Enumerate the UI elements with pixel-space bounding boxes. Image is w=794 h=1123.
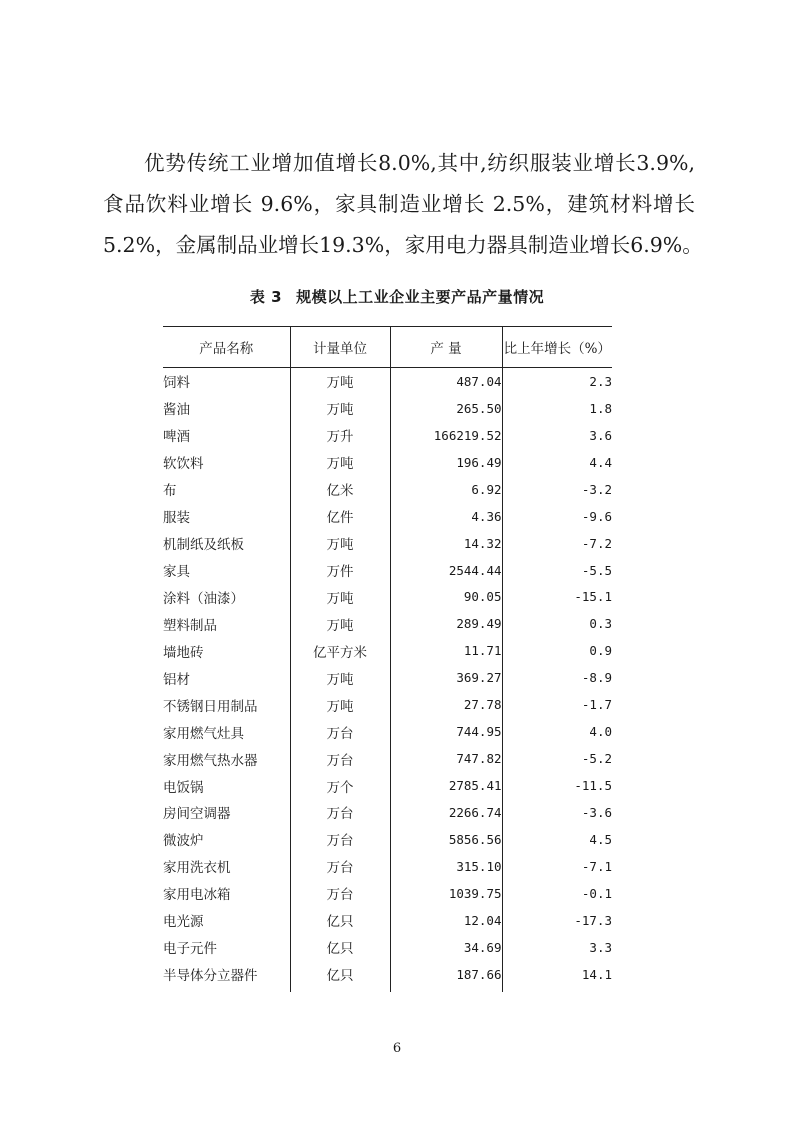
cell-output: 265.50 (390, 395, 502, 422)
cell-product-name: 啤酒 (163, 429, 190, 446)
cell-output: 1039.75 (390, 880, 502, 907)
table-row (163, 476, 612, 503)
cell-growth: -3.6 (502, 799, 612, 826)
header-unit: 计量单位 (290, 327, 390, 368)
paragraph-line: 食品饮料业增长 9.6%，家具制造业增长 2.5%，建筑材料增长 (103, 192, 695, 216)
table-row (163, 799, 612, 826)
cell-growth: 3.6 (502, 422, 612, 449)
header-growth: 比上年增长（%） (502, 327, 612, 368)
cell-product-name: 服装 (163, 510, 190, 527)
cell-growth: 4.0 (502, 718, 612, 745)
cell-output: 27.78 (390, 691, 502, 718)
cell-output: 196.49 (390, 449, 502, 476)
table-row (163, 745, 612, 772)
cell-product-name: 家用电冰箱 (163, 887, 231, 904)
table-body (163, 368, 612, 992)
table-row (163, 907, 612, 934)
cell-unit: 万台 (290, 745, 390, 772)
cell-unit: 万台 (290, 718, 390, 745)
cell-output: 12.04 (390, 907, 502, 934)
table-row (163, 557, 612, 584)
cell-unit: 万吨 (290, 691, 390, 718)
table-row (163, 584, 612, 611)
cell-unit: 万台 (290, 826, 390, 853)
cell-output: 2544.44 (390, 557, 502, 584)
cell-output: 2785.41 (390, 772, 502, 799)
cell-unit: 万吨 (290, 664, 390, 691)
cell-unit: 万件 (290, 557, 390, 584)
cell-growth: 0.3 (502, 610, 612, 637)
table-row (163, 395, 612, 422)
cell-output: 744.95 (390, 718, 502, 745)
cell-growth: -11.5 (502, 772, 612, 799)
cell-output: 4.36 (390, 503, 502, 530)
table-row (163, 826, 612, 853)
cell-output: 34.69 (390, 934, 502, 961)
cell-unit: 亿件 (290, 503, 390, 530)
cell-unit: 万吨 (290, 584, 390, 611)
cell-growth: -15.1 (502, 584, 612, 611)
cell-growth: -3.2 (502, 476, 612, 503)
cell-unit: 万吨 (290, 449, 390, 476)
cell-unit: 万吨 (290, 368, 390, 395)
cell-product-name: 塑料制品 (163, 617, 217, 634)
table-row (163, 772, 612, 799)
cell-unit: 万个 (290, 772, 390, 799)
cell-output: 11.71 (390, 637, 502, 664)
cell-output: 289.49 (390, 610, 502, 637)
cell-growth: -5.5 (502, 557, 612, 584)
header-output: 产 量 (390, 327, 502, 368)
cell-output: 166219.52 (390, 422, 502, 449)
table-row (163, 961, 612, 992)
cell-growth: 1.8 (502, 395, 612, 422)
cell-growth: 2.3 (502, 368, 612, 395)
paragraph-line: 5.2%，金属制品业增长19.3%，家用电力器具制造业增长6.9%。 (103, 233, 703, 257)
table-header-row (163, 327, 612, 368)
cell-unit: 万台 (290, 880, 390, 907)
cell-product-name: 家用燃气灶具 (163, 725, 244, 742)
cell-product-name: 半导体分立器件 (163, 968, 258, 985)
cell-output: 187.66 (390, 961, 502, 992)
cell-product-name: 机制纸及纸板 (163, 537, 244, 554)
cell-output: 2266.74 (390, 799, 502, 826)
cell-product-name: 房间空调器 (163, 806, 231, 823)
cell-product-name: 铝材 (163, 671, 190, 688)
cell-product-name: 电光源 (163, 914, 204, 931)
cell-growth: -0.1 (502, 880, 612, 907)
table-caption (0, 286, 794, 307)
cell-product-name: 家用洗衣机 (163, 860, 231, 877)
cell-output: 369.27 (390, 664, 502, 691)
cell-unit: 万台 (290, 799, 390, 826)
cell-unit: 万吨 (290, 610, 390, 637)
cell-product-name: 墙地砖 (163, 644, 204, 661)
table-row (163, 368, 612, 395)
cell-output: 315.10 (390, 853, 502, 880)
cell-growth: 4.5 (502, 826, 612, 853)
header-product-name: 产品名称 (163, 327, 290, 368)
cell-unit: 亿只 (290, 907, 390, 934)
cell-growth: 4.4 (502, 449, 612, 476)
table-title: 规模以上工业企业主要产品产量情况 (296, 288, 545, 306)
table-row (163, 853, 612, 880)
table-row (163, 610, 612, 637)
cell-unit: 亿平方米 (290, 637, 390, 664)
cell-growth: -5.2 (502, 745, 612, 772)
cell-product-name: 电饭锅 (163, 779, 204, 796)
cell-unit: 万吨 (290, 395, 390, 422)
table-row (163, 691, 612, 718)
table-row (163, 664, 612, 691)
cell-output: 14.32 (390, 530, 502, 557)
cell-product-name: 家具 (163, 564, 190, 581)
table-row (163, 449, 612, 476)
paragraph-line: 优势传统工业增加值增长8.0%,其中,纺织服装业增长3.9%, (144, 151, 695, 175)
cell-product-name: 酱油 (163, 402, 190, 419)
table-row (163, 422, 612, 449)
cell-growth: -9.6 (502, 503, 612, 530)
cell-output: 90.05 (390, 584, 502, 611)
cell-product-name: 软饮料 (163, 456, 204, 473)
table-row (163, 637, 612, 664)
cell-unit: 万吨 (290, 530, 390, 557)
cell-product-name: 涂料（油漆） (163, 590, 244, 607)
cell-unit: 万台 (290, 853, 390, 880)
cell-output: 5856.56 (390, 826, 502, 853)
cell-product-name: 布 (163, 483, 177, 500)
cell-unit: 亿米 (290, 476, 390, 503)
cell-output: 6.92 (390, 476, 502, 503)
cell-output: 747.82 (390, 745, 502, 772)
table-number: 表 3 (249, 288, 283, 306)
table-row (163, 880, 612, 907)
table-row (163, 503, 612, 530)
cell-growth: -7.2 (502, 530, 612, 557)
cell-growth: 14.1 (502, 961, 612, 992)
table-row (163, 530, 612, 557)
cell-growth: 3.3 (502, 934, 612, 961)
cell-product-name: 微波炉 (163, 833, 204, 850)
product-output-table (163, 326, 612, 992)
cell-unit: 万升 (290, 422, 390, 449)
cell-unit: 亿只 (290, 934, 390, 961)
table-row (163, 934, 612, 961)
cell-output: 487.04 (390, 368, 502, 395)
cell-product-name: 饲料 (163, 375, 190, 392)
cell-growth: -17.3 (502, 907, 612, 934)
page-number: 6 (392, 1041, 402, 1056)
cell-growth: -8.9 (502, 664, 612, 691)
table-row (163, 718, 612, 745)
cell-product-name: 电子元件 (163, 941, 217, 958)
cell-product-name: 家用燃气热水器 (163, 752, 258, 769)
cell-product-name: 不锈钢日用制品 (163, 698, 258, 715)
cell-growth: -1.7 (502, 691, 612, 718)
body-paragraph (103, 143, 703, 266)
cell-unit: 亿只 (290, 961, 390, 992)
cell-growth: 0.9 (502, 637, 612, 664)
cell-growth: -7.1 (502, 853, 612, 880)
